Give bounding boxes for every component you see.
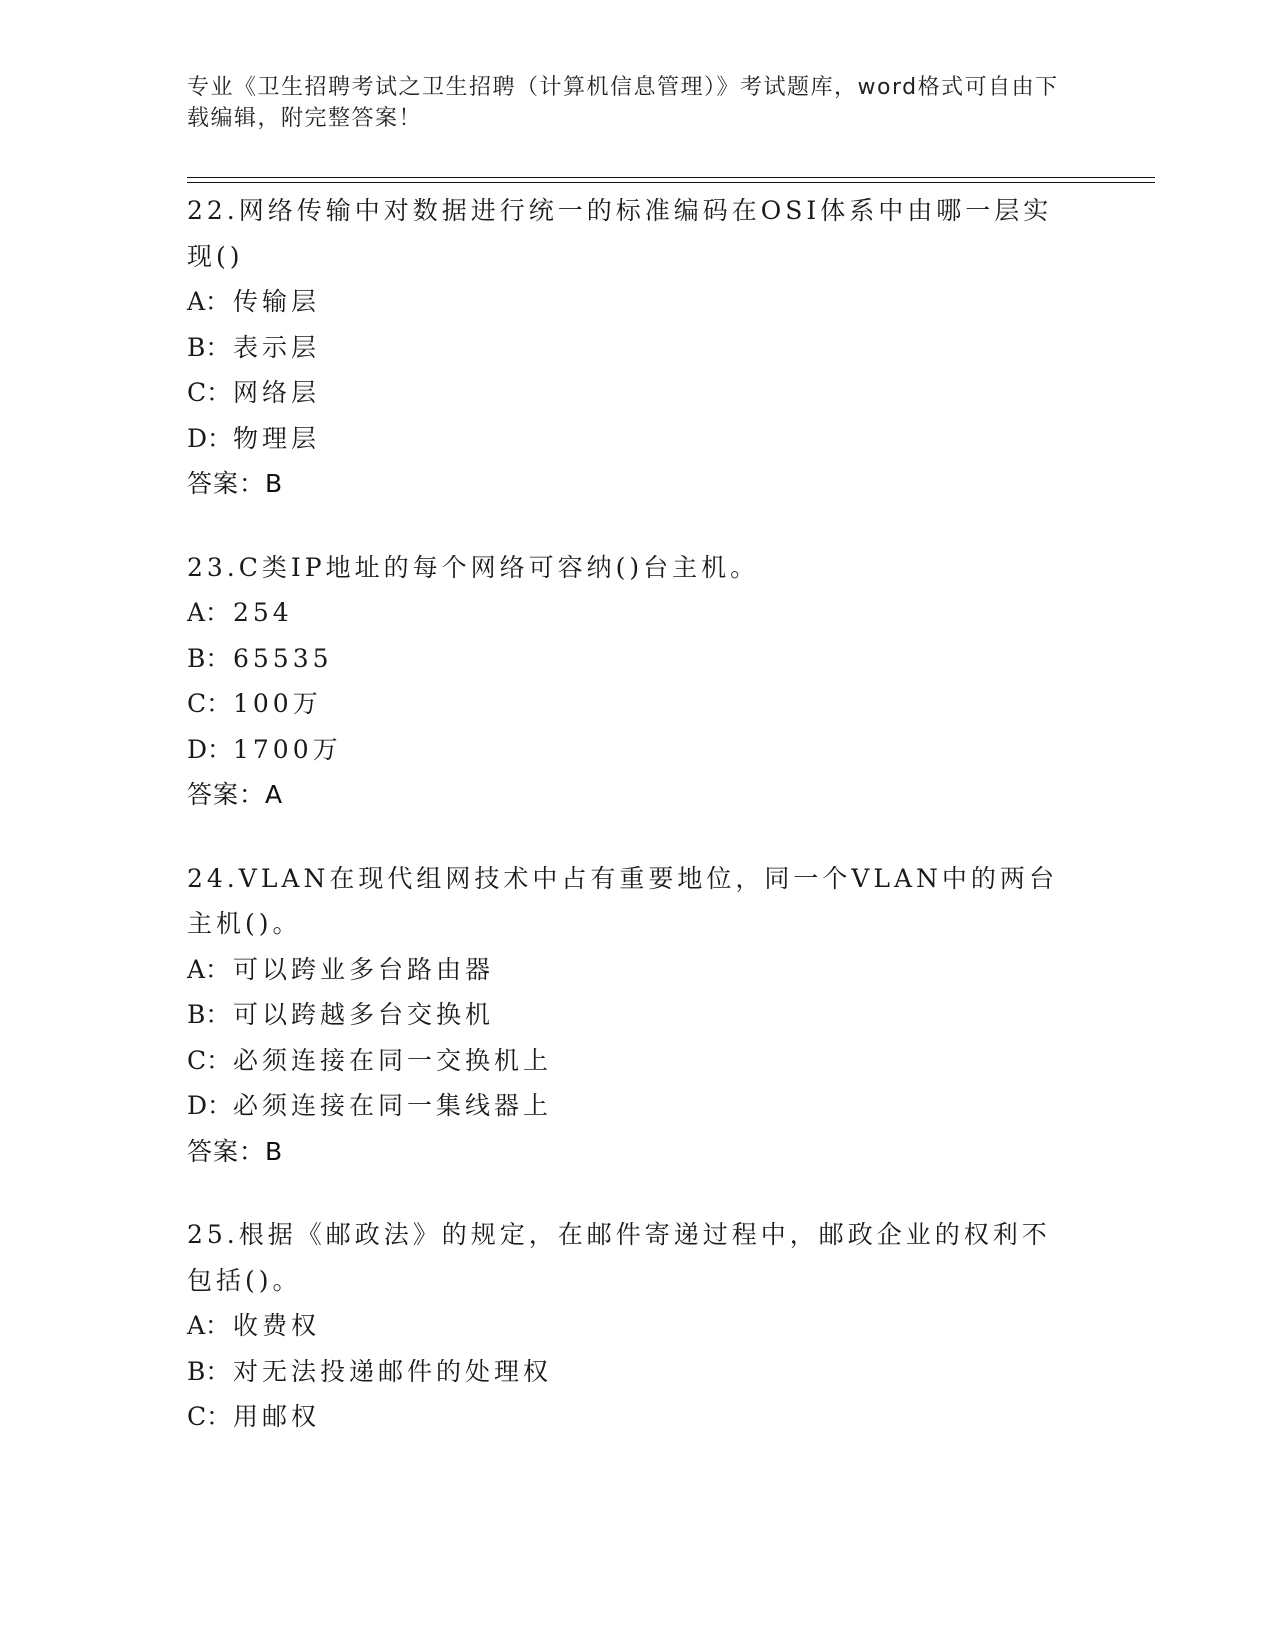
question-23 <box>187 545 1077 818</box>
option-text: 用邮权 <box>233 1402 321 1431</box>
question-stem <box>187 545 1077 591</box>
question-24 <box>187 856 1077 1175</box>
option-c <box>187 370 1077 416</box>
answer-line: 答案：B <box>187 469 284 498</box>
question-stem <box>187 1212 1077 1303</box>
question-number: 23. <box>187 552 239 582</box>
header-divider-bottom <box>187 182 1155 183</box>
option-key: D： <box>187 1091 233 1120</box>
option-text: 收费权 <box>233 1311 321 1340</box>
question-number: 24. <box>187 863 239 893</box>
option-key: B： <box>187 332 231 362</box>
option-d <box>187 1083 1077 1129</box>
option-key: A： <box>187 598 231 627</box>
option-text: 对无法投递邮件的处理权 <box>233 1356 553 1386</box>
option-c <box>187 1394 1077 1440</box>
option-text: 物理层 <box>233 423 321 453</box>
question-text: C类IP地址的每个网络可容纳()台主机。 <box>238 552 760 582</box>
option-key: A： <box>187 287 231 316</box>
question-text: VLAN在现代组网技术中占有重要地位，同一个VLAN中的两台主机()。 <box>187 863 1058 938</box>
option-b <box>187 992 1077 1038</box>
option-text: 必须连接在同一交换机上 <box>233 1045 553 1075</box>
option-text: 网络层 <box>233 378 321 407</box>
question-22 <box>187 188 1077 507</box>
option-key: C： <box>187 1402 232 1431</box>
question-25 <box>187 1212 1077 1440</box>
option-d <box>187 727 1077 773</box>
option-d <box>187 416 1077 462</box>
option-text: 表示层 <box>233 332 321 362</box>
question-text: 根据《邮政法》的规定，在邮件寄递过程中，邮政企业的权利不包括()。 <box>187 1220 1051 1295</box>
header-divider-top <box>187 177 1155 178</box>
option-text: 必须连接在同一集线器上 <box>233 1091 553 1120</box>
option-text: 65535 <box>233 643 333 673</box>
option-key: A： <box>187 954 231 984</box>
document-header: 专业《卫生招聘考试之卫生招聘（计算机信息管理）》考试题库，word格式可自由下载编辑，附完整答案！ <box>187 75 1059 131</box>
option-c <box>187 1038 1077 1084</box>
option-text: 1700万 <box>233 734 342 764</box>
answer-line: 答案：A <box>187 780 284 809</box>
option-b <box>187 1349 1077 1395</box>
question-stem <box>187 856 1077 947</box>
option-key: B： <box>187 643 231 673</box>
question-stem <box>187 188 1077 279</box>
option-key: C： <box>187 378 232 407</box>
question-number: 22. <box>187 196 239 225</box>
option-c <box>187 681 1077 727</box>
question-list <box>187 188 1077 1478</box>
option-key: D： <box>187 423 233 453</box>
option-a <box>187 947 1077 993</box>
option-a <box>187 279 1077 325</box>
option-a <box>187 1303 1077 1349</box>
option-key: B： <box>187 1356 231 1386</box>
option-text: 传输层 <box>233 287 321 316</box>
option-key: C： <box>187 1045 232 1075</box>
answer-line: 答案：B <box>187 1136 284 1166</box>
option-text: 可以跨越多台交换机 <box>233 1000 495 1029</box>
question-number: 25. <box>187 1220 239 1249</box>
option-b <box>187 325 1077 371</box>
option-key: B： <box>187 1000 231 1029</box>
option-key: C： <box>187 689 232 718</box>
option-text: 可以跨业多台路由器 <box>233 954 495 984</box>
option-text: 100万 <box>233 689 322 718</box>
option-key: D： <box>187 734 233 764</box>
question-text: 网络传输中对数据进行统一的标准编码在OSI体系中由哪一层实现() <box>187 196 1053 271</box>
option-text: 254 <box>233 598 293 627</box>
option-a <box>187 590 1077 636</box>
option-key: A： <box>187 1311 231 1340</box>
option-b <box>187 636 1077 682</box>
